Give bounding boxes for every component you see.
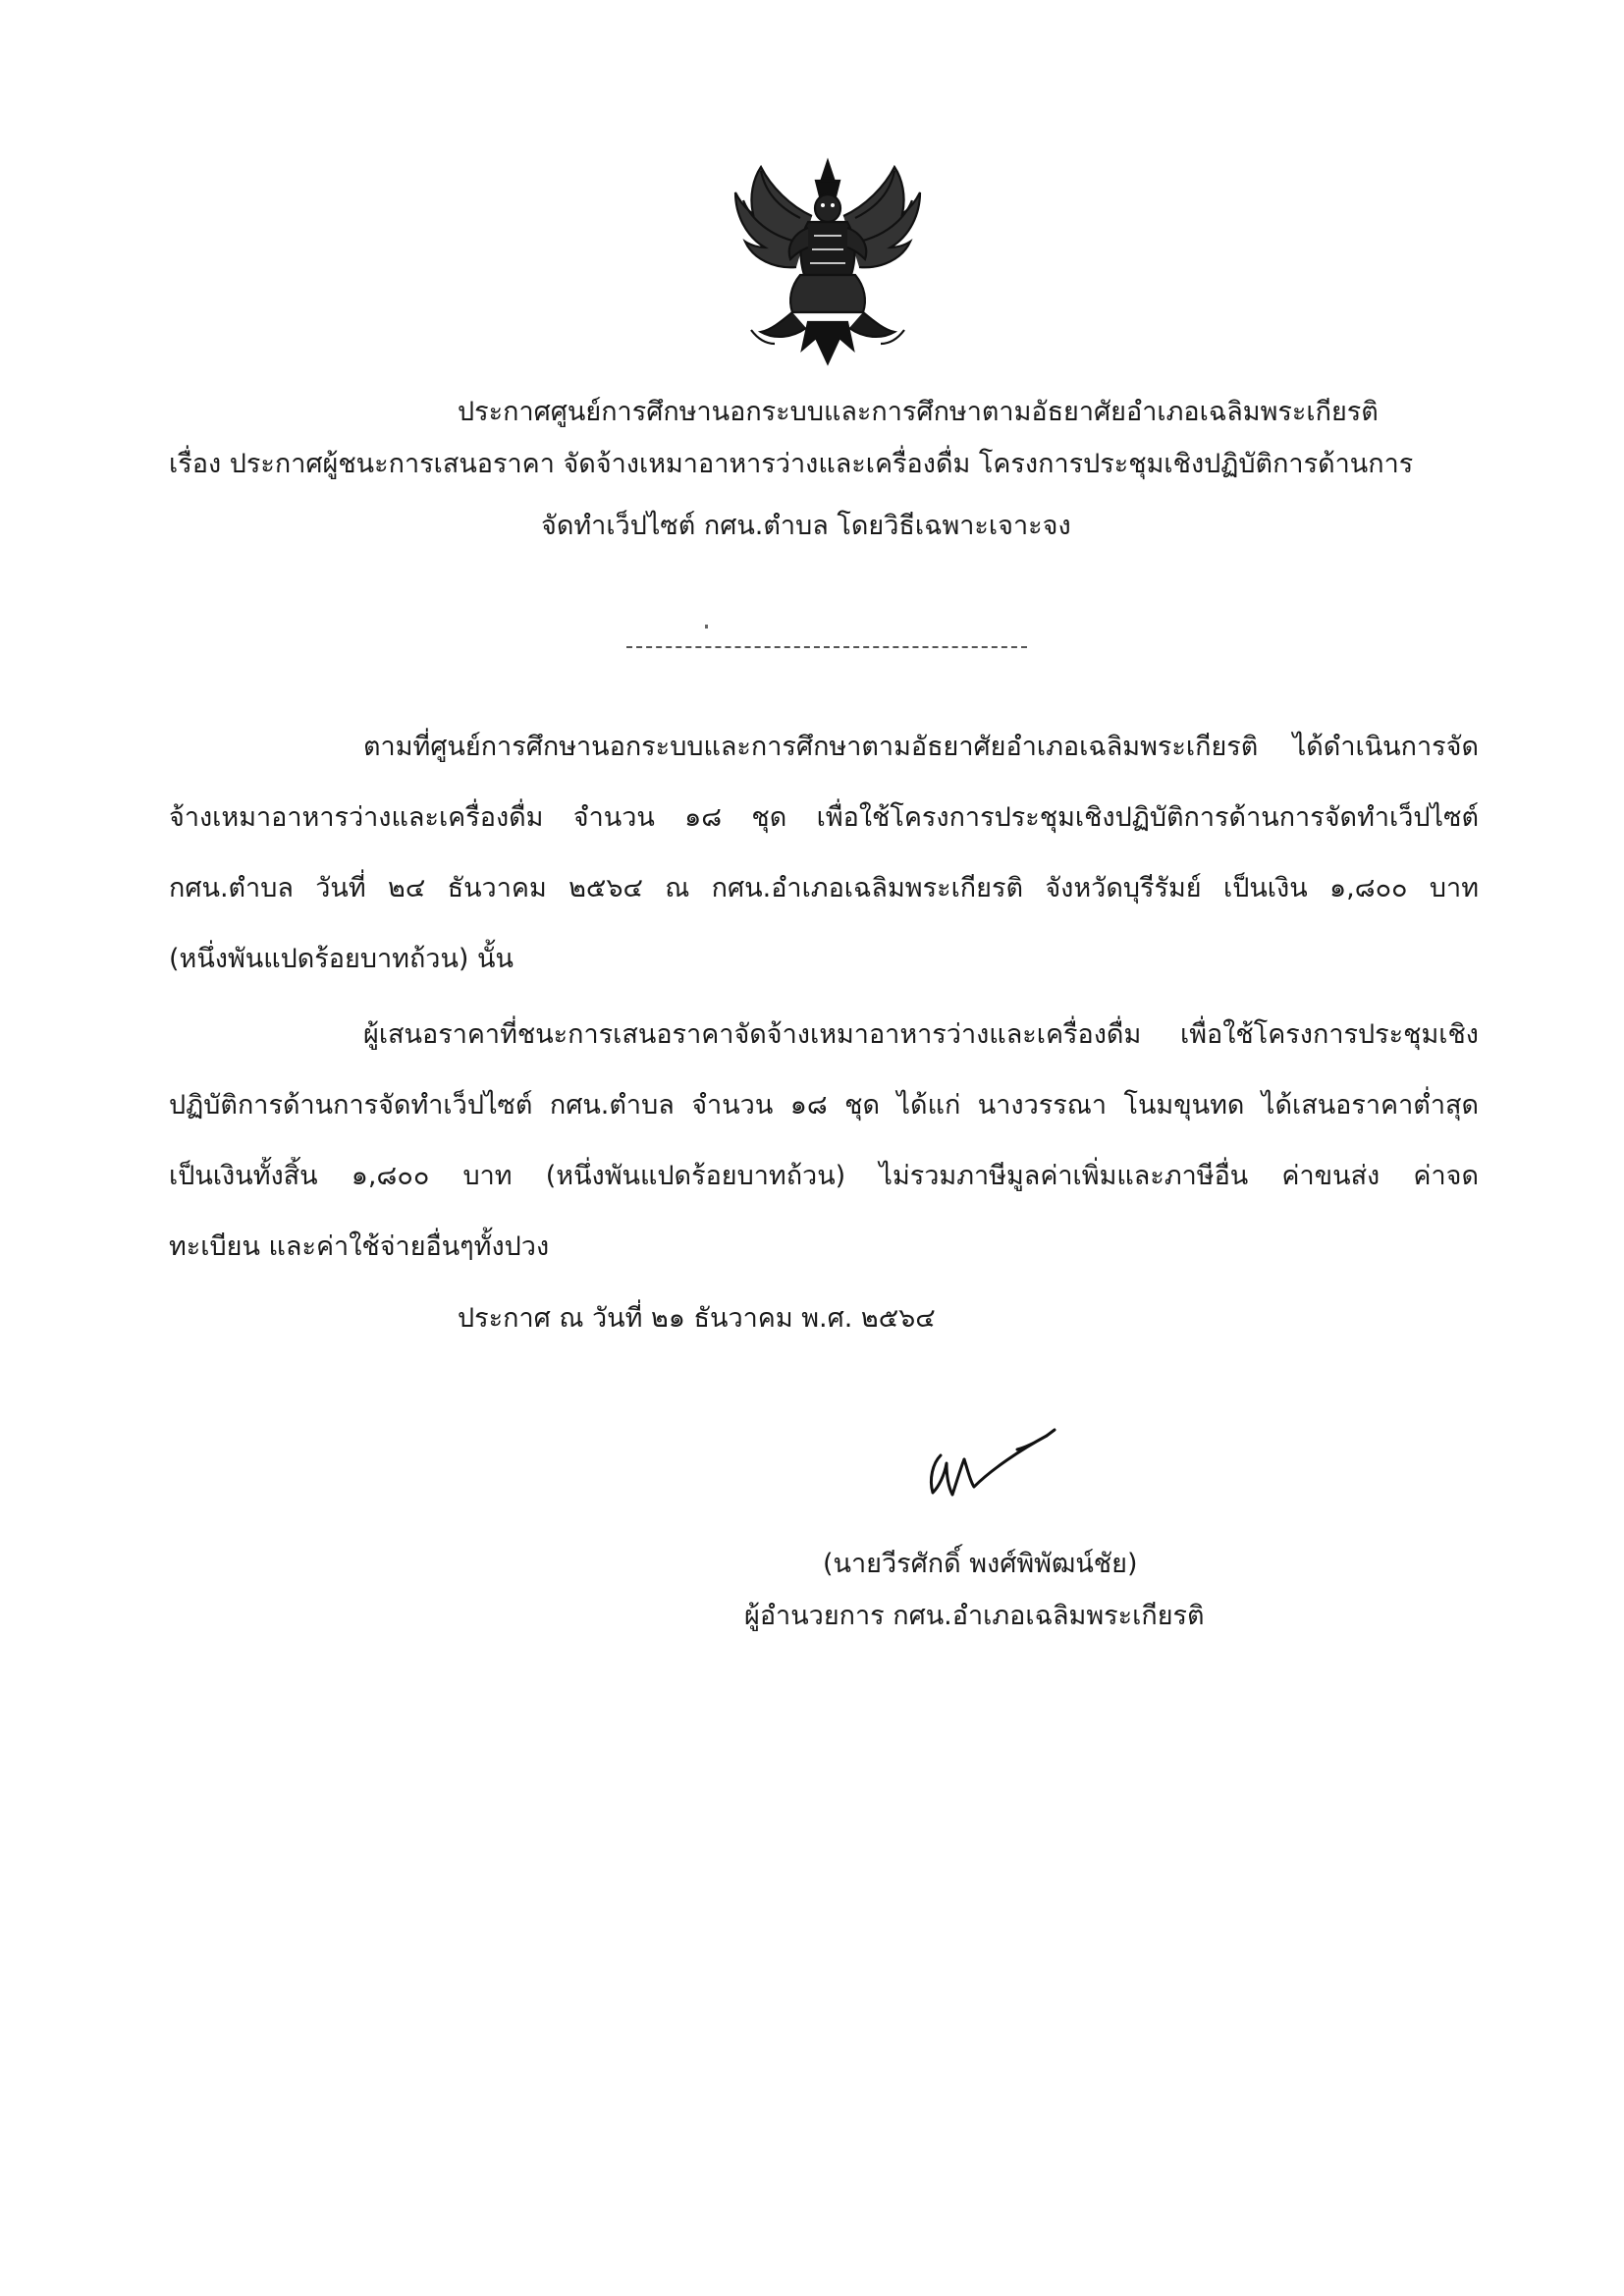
body-paragraph-2 bbox=[169, 1015, 1479, 1298]
announcement-title: ประกาศศูนย์การศึกษานอกระบบและการศึกษาตามอัธยาศัยอำเภอเฉลิมพระเกียรติ bbox=[458, 397, 1379, 427]
paragraph-line: ทะเบียน และค่าใช้จ่ายอื่นๆทั้งปวง bbox=[169, 1231, 550, 1262]
signer-name: (นายวีรศักดิ์ พงศ์พิพัฒน์ชัย) bbox=[823, 1549, 1138, 1579]
paragraph-line: ปฏิบัติการด้านการจัดทำเว็ปไซต์ กศน.ตำบล จำนวน ๑๘ ชุด ได้แก่ นางวรรณา โนมขุนทด ได้เสนอราคาต่ำสุด bbox=[169, 1090, 1479, 1121]
paragraph-line: (หนึ่งพันแปดร้อยบาทถ้วน) นั้น bbox=[169, 944, 514, 974]
handwritten-signature-icon bbox=[903, 1414, 1100, 1512]
body-paragraph-1 bbox=[169, 728, 1479, 1011]
announcement-subject: เรื่อง ประกาศผู้ชนะการเสนอราคา จัดจ้างเหมาอาหารว่างและเครื่องดื่ม โครงการประชุมเชิงปฏิบัติการด้านการ bbox=[169, 449, 1414, 479]
paragraph-line: ผู้เสนอราคาที่ชนะการเสนอราคาจัดจ้างเหมาอาหารว่างและเครื่องดื่ม เพื่อใช้โครงการประชุมเชิง bbox=[363, 1019, 1479, 1050]
garuda-emblem-icon bbox=[731, 157, 924, 368]
scan-speck bbox=[705, 625, 708, 629]
paragraph-line: กศน.ตำบล วันที่ ๒๔ ธันวาคม ๒๕๖๔ ณ กศน.อำเภอเฉลิมพระเกียรติ จังหวัดบุรีรัมย์ เป็นเงิน ๑,๘๐๐ บาท bbox=[169, 873, 1479, 903]
dashed-divider bbox=[626, 646, 1027, 648]
paragraph-line: จ้างเหมาอาหารว่างและเครื่องดื่ม จำนวน ๑๘ ชุด เพื่อใช้โครงการประชุมเชิงปฏิบัติการด้านการจัดทำเว็ปไซต์ bbox=[169, 802, 1479, 833]
announcement-subject-continued: จัดทำเว็ปไซต์ กศน.ตำบล โดยวิธีเฉพาะเจาะจง bbox=[541, 511, 1071, 541]
signer-position: ผู้อำนวยการ กศน.อำเภอเฉลิมพระเกียรติ bbox=[744, 1601, 1205, 1631]
paragraph-line: เป็นเงินทั้งสิ้น ๑,๘๐๐ บาท (หนึ่งพันแปดร้อยบาทถ้วน) ไม่รวมภาษีมูลค่าเพิ่มและภาษีอื่น ค่าขนส่ง ค่าจด bbox=[169, 1161, 1479, 1191]
announcement-date: ประกาศ ณ วันที่ ๒๑ ธันวาคม พ.ศ. ๒๕๖๔ bbox=[458, 1303, 936, 1334]
paragraph-line: ตามที่ศูนย์การศึกษานอกระบบและการศึกษาตามอัธยาศัยอำเภอเฉลิมพระเกียรติ ได้ดำเนินการจัด bbox=[363, 732, 1479, 762]
